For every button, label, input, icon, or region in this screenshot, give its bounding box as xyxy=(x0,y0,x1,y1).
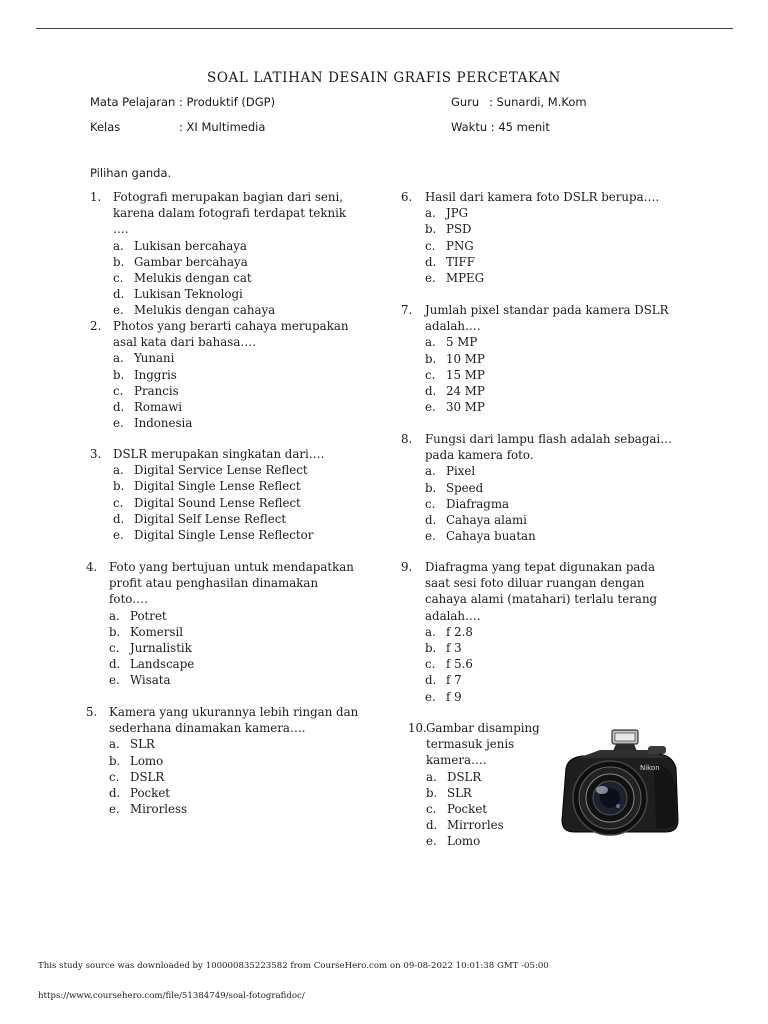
question-number: 8. xyxy=(401,432,413,446)
question-number xyxy=(86,720,109,736)
question-text: cahaya alami (matahari) terlalu terang xyxy=(425,592,658,607)
option-text: 10 MP xyxy=(446,351,485,366)
answer-option xyxy=(425,270,679,286)
option-text: Cahaya buatan xyxy=(446,529,536,544)
option-letter: d. xyxy=(109,657,121,672)
option-text: Gambar bercahaya xyxy=(134,254,248,269)
answer-option xyxy=(113,399,362,415)
option-text: 15 MP xyxy=(446,367,485,382)
option-list xyxy=(425,463,679,544)
option-list xyxy=(113,350,362,431)
option-letter: a. xyxy=(113,238,124,253)
option-text: 5 MP xyxy=(446,335,478,350)
question-stem-line xyxy=(86,704,362,720)
question-6 xyxy=(401,189,679,286)
option-list xyxy=(426,769,558,850)
footer-source: This study source was downloaded by 100000835223582 from CourseHero.com on 09-08-2022 10:01:38 GMT -05:00 xyxy=(38,961,549,971)
question-number: 7. xyxy=(401,303,413,317)
question-4 xyxy=(86,559,362,689)
question-stem-line xyxy=(401,318,679,334)
question-text: …. xyxy=(113,222,129,237)
question-number xyxy=(408,752,426,768)
answer-option xyxy=(113,462,362,478)
answer-option xyxy=(425,351,679,367)
answer-option xyxy=(109,656,362,672)
question-stem-line xyxy=(401,189,679,205)
answer-option xyxy=(109,640,362,656)
question-9 xyxy=(401,559,679,705)
question-stem-line xyxy=(401,447,679,463)
option-letter: d. xyxy=(113,287,125,302)
option-letter: e. xyxy=(425,271,436,286)
question-stem-line xyxy=(408,752,558,768)
option-text: Digital Single Lense Reflector xyxy=(134,528,314,543)
option-list xyxy=(109,608,362,689)
option-text: JPG xyxy=(446,206,469,221)
question-stem-line xyxy=(401,302,679,318)
option-letter: e. xyxy=(109,673,120,688)
question-10 xyxy=(408,720,558,850)
option-letter: c. xyxy=(109,769,120,784)
answer-option xyxy=(109,769,362,785)
answer-option xyxy=(426,801,558,817)
question-stem-line xyxy=(90,189,362,205)
option-text: Pixel xyxy=(446,464,476,479)
question-stem-line xyxy=(86,720,362,736)
answer-option xyxy=(113,238,362,254)
question-text: Jumlah pixel standar pada kamera DSLR xyxy=(425,303,669,317)
option-letter: b. xyxy=(113,479,125,494)
option-text: Indonesia xyxy=(134,416,193,431)
question-text: adalah…. xyxy=(425,319,481,334)
option-text: Komersil xyxy=(130,624,184,639)
option-letter: b. xyxy=(425,480,437,495)
answer-option xyxy=(109,753,362,769)
option-text: f 5.6 xyxy=(446,657,473,672)
question-stem-line xyxy=(401,591,679,607)
option-letter: e. xyxy=(113,303,124,318)
option-text: Mirorless xyxy=(130,802,188,817)
class-value: : XI Multimedia xyxy=(179,120,266,134)
question-number: 2. xyxy=(90,319,102,333)
option-text: f 2.8 xyxy=(446,624,473,639)
question-8 xyxy=(401,431,679,544)
option-letter: a. xyxy=(109,608,120,623)
option-text: Pocket xyxy=(130,786,171,801)
option-text: Digital Self Lense Reflect xyxy=(134,511,287,526)
option-letter: d. xyxy=(109,786,121,801)
option-text: Yunani xyxy=(134,351,175,366)
answer-option xyxy=(113,286,362,302)
question-text: Kamera yang ukurannya lebih ringan dan xyxy=(109,705,359,719)
option-letter: c. xyxy=(425,496,436,511)
answer-option xyxy=(109,672,362,688)
question-number xyxy=(401,447,425,463)
option-letter: e. xyxy=(425,400,436,415)
option-letter: d. xyxy=(425,673,437,688)
option-letter: b. xyxy=(113,254,125,269)
footer-url: https://www.coursehero.com/file/51384749/soal-fotografidoc/ xyxy=(38,991,305,1001)
option-letter: c. xyxy=(113,383,124,398)
question-text: DSLR merupakan singkatan dari…. xyxy=(113,447,325,461)
answer-option xyxy=(425,399,679,415)
question-text: Foto yang bertujuan untuk mendapatkan xyxy=(109,560,354,574)
question-stem-line xyxy=(401,559,679,575)
option-letter: a. xyxy=(425,464,436,479)
question-number: 1. xyxy=(90,190,102,204)
question-number xyxy=(401,608,425,624)
option-text: TIFF xyxy=(446,254,475,269)
question-number xyxy=(90,334,113,350)
option-letter: c. xyxy=(109,641,120,656)
answer-option xyxy=(425,334,679,350)
answer-option xyxy=(425,672,679,688)
option-text: Digital Single Lense Reflect xyxy=(134,479,301,494)
question-text: Fungsi dari lampu flash adalah sebagai… xyxy=(425,432,672,446)
option-text: Digital Sound Lense Reflect xyxy=(134,495,301,510)
class-label: Kelas xyxy=(90,120,121,134)
option-letter: a. xyxy=(426,769,437,784)
option-text: Wisata xyxy=(130,673,171,688)
option-list xyxy=(425,205,679,286)
option-text: f 9 xyxy=(446,689,462,704)
answer-option xyxy=(113,478,362,494)
teacher-label: Guru xyxy=(451,95,480,109)
option-text: Melukis dengan cahaya xyxy=(134,303,276,318)
question-number: 10. xyxy=(408,721,427,735)
option-list xyxy=(425,624,679,705)
option-letter: b. xyxy=(109,624,121,639)
option-letter: e. xyxy=(426,834,437,849)
option-letter: a. xyxy=(113,463,124,478)
time-field: Waktu : 45 menit xyxy=(451,120,550,134)
option-letter: c. xyxy=(425,367,436,382)
option-text: Lomo xyxy=(130,753,164,768)
question-stem-line xyxy=(90,318,362,334)
option-letter: e. xyxy=(109,802,120,817)
question-number xyxy=(401,575,425,591)
answer-option xyxy=(113,367,362,383)
answer-option xyxy=(425,238,679,254)
option-text: Lukisan bercahaya xyxy=(134,238,247,253)
question-text: termasuk jenis xyxy=(426,737,515,752)
answer-option xyxy=(425,463,679,479)
answer-option xyxy=(426,785,558,801)
option-letter: c. xyxy=(426,802,437,817)
option-text: Potret xyxy=(130,608,167,623)
option-letter: d. xyxy=(425,513,437,528)
question-stem-line xyxy=(401,575,679,591)
answer-option xyxy=(425,221,679,237)
option-text: Speed xyxy=(446,480,484,495)
answer-option xyxy=(113,254,362,270)
question-text: saat sesi foto diluar ruangan dengan xyxy=(425,576,645,591)
teacher-value: : Sunardi, M.Kom xyxy=(489,95,587,109)
subject-field: Mata Pelajaran : Produktif (DGP) xyxy=(90,95,276,109)
option-letter: a. xyxy=(425,206,436,221)
camera-brand: Nikon xyxy=(640,764,660,772)
option-text: Inggris xyxy=(134,367,177,382)
option-letter: a. xyxy=(109,737,120,752)
question-text: Diafragma yang tepat digunakan pada xyxy=(425,560,656,574)
question-stem-line xyxy=(86,591,362,607)
section-label: Pilihan ganda. xyxy=(90,166,172,180)
question-number: 9. xyxy=(401,560,413,574)
question-text: Gambar disamping xyxy=(426,721,540,735)
answer-option xyxy=(425,496,679,512)
question-text: Fotografi merupakan bagian dari seni, xyxy=(113,190,344,204)
question-number xyxy=(401,591,425,607)
option-letter: e. xyxy=(113,528,124,543)
document-title: SOAL LATIHAN DESAIN GRAFIS PERCETAKAN xyxy=(207,70,561,86)
option-letter: c. xyxy=(425,238,436,253)
option-text: PNG xyxy=(446,238,474,253)
option-text: 24 MP xyxy=(446,384,485,399)
option-text: Romawi xyxy=(134,400,183,415)
question-7 xyxy=(401,302,679,415)
answer-option xyxy=(109,801,362,817)
question-stem-line xyxy=(86,559,362,575)
question-number xyxy=(90,221,113,237)
option-letter: e. xyxy=(425,689,436,704)
question-stem-line xyxy=(90,334,362,350)
option-letter: a. xyxy=(425,624,436,639)
question-1 xyxy=(90,189,362,319)
question-number xyxy=(86,575,109,591)
answer-option xyxy=(425,205,679,221)
answer-option xyxy=(109,624,362,640)
question-number: 3. xyxy=(90,447,102,461)
option-letter: d. xyxy=(113,400,125,415)
answer-option xyxy=(113,350,362,366)
answer-option xyxy=(426,817,558,833)
answer-option xyxy=(113,270,362,286)
question-text: karena dalam fotografi terdapat teknik xyxy=(113,206,347,221)
answer-option xyxy=(425,512,679,528)
answer-option xyxy=(113,383,362,399)
question-stem-line xyxy=(90,446,362,462)
dslr-camera-icon xyxy=(556,724,684,842)
answer-option xyxy=(425,656,679,672)
question-text: profit atau penghasilan dinamakan xyxy=(109,576,319,591)
option-text: f 7 xyxy=(446,673,462,688)
question-stem-line xyxy=(408,736,558,752)
answer-option xyxy=(425,624,679,640)
question-3 xyxy=(90,446,362,543)
option-list xyxy=(113,462,362,543)
question-stem-line xyxy=(401,608,679,624)
option-letter: e. xyxy=(425,529,436,544)
question-text: asal kata dari bahasa…. xyxy=(113,335,256,350)
option-letter: a. xyxy=(113,351,124,366)
option-text: DSLR xyxy=(130,769,165,784)
option-text: PSD xyxy=(446,222,472,237)
answer-option xyxy=(425,480,679,496)
question-text: kamera…. xyxy=(426,753,487,768)
option-text: f 3 xyxy=(446,641,462,656)
option-list xyxy=(109,736,362,817)
question-5 xyxy=(86,704,362,817)
answer-option xyxy=(426,769,558,785)
option-text: SLR xyxy=(130,737,155,752)
answer-option xyxy=(426,833,558,849)
answer-option xyxy=(425,383,679,399)
option-letter: d. xyxy=(113,511,125,526)
option-letter: c. xyxy=(425,657,436,672)
question-number: 4. xyxy=(86,560,98,574)
option-letter: e. xyxy=(113,416,124,431)
answer-option xyxy=(113,415,362,431)
option-text: Prancis xyxy=(134,383,179,398)
answer-option xyxy=(425,254,679,270)
question-stem-line xyxy=(401,431,679,447)
question-text: adalah…. xyxy=(425,608,481,623)
option-letter: b. xyxy=(425,351,437,366)
option-text: Digital Service Lense Reflect xyxy=(134,463,308,478)
question-number xyxy=(401,318,425,334)
option-letter: b. xyxy=(109,753,121,768)
option-text: Cahaya alami xyxy=(446,513,527,528)
question-text: Hasil dari kamera foto DSLR berupa…. xyxy=(425,190,660,204)
option-letter: d. xyxy=(425,384,437,399)
option-text: Pocket xyxy=(447,802,488,817)
option-text: MPEG xyxy=(446,271,485,286)
answer-option xyxy=(425,689,679,705)
answer-option xyxy=(113,511,362,527)
answer-option xyxy=(113,527,362,543)
option-text: Lomo xyxy=(447,834,481,849)
top-rule xyxy=(36,28,733,29)
option-text: Landscape xyxy=(130,657,195,672)
option-text: SLR xyxy=(447,785,472,800)
question-number xyxy=(90,205,113,221)
option-letter: c. xyxy=(113,495,124,510)
option-text: DSLR xyxy=(447,769,482,784)
question-text: pada kamera foto. xyxy=(425,448,534,463)
option-letter: b. xyxy=(426,785,438,800)
answer-option xyxy=(425,367,679,383)
answer-option xyxy=(425,528,679,544)
question-number xyxy=(86,591,109,607)
option-list xyxy=(425,334,679,415)
question-2 xyxy=(90,318,362,431)
question-number: 6. xyxy=(401,190,413,204)
option-letter: b. xyxy=(113,367,125,382)
option-letter: a. xyxy=(425,335,436,350)
option-list xyxy=(113,238,362,319)
option-letter: c. xyxy=(113,271,124,286)
answer-option xyxy=(113,302,362,318)
option-letter: b. xyxy=(425,641,437,656)
option-text: Melukis dengan cat xyxy=(134,271,252,286)
option-letter: d. xyxy=(426,818,438,833)
answer-option xyxy=(109,785,362,801)
option-text: Diafragma xyxy=(446,496,510,511)
option-text: Lukisan Teknologi xyxy=(134,287,243,302)
question-stem-line xyxy=(90,221,362,237)
question-number: 5. xyxy=(86,705,98,719)
answer-option xyxy=(109,736,362,752)
option-text: Jurnalistik xyxy=(130,641,192,656)
answer-option xyxy=(113,495,362,511)
question-text: foto…. xyxy=(109,592,148,607)
answer-option xyxy=(109,608,362,624)
question-number xyxy=(408,736,426,752)
question-stem-line xyxy=(408,720,558,736)
question-stem-line xyxy=(90,205,362,221)
question-text: Photos yang berarti cahaya merupakan xyxy=(113,319,349,333)
option-text: 30 MP xyxy=(446,400,485,415)
option-letter: b. xyxy=(425,222,437,237)
question-text: sederhana dinamakan kamera…. xyxy=(109,721,306,736)
option-text: Mirrorles xyxy=(447,818,504,833)
answer-option xyxy=(425,640,679,656)
option-letter: d. xyxy=(425,254,437,269)
question-stem-line xyxy=(86,575,362,591)
